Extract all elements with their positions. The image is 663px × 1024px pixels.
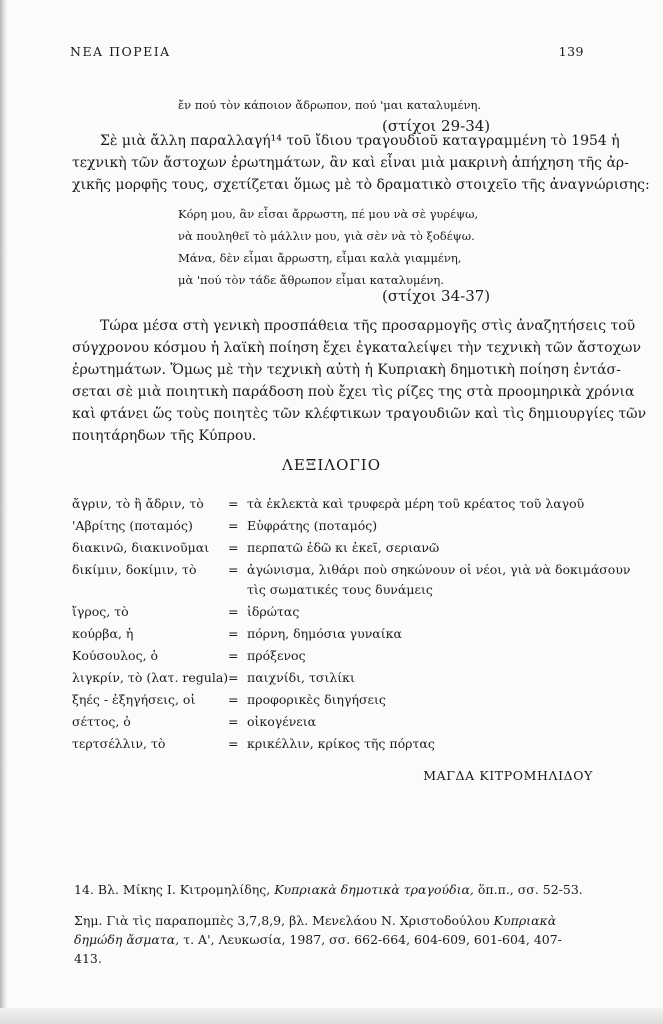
paragraph-line: σεται σὲ μιὰ ποιητικὴ παράδοση ποὺ ἔχει τὶς ρίζες της στὰ προομηρικὰ χρόνια [72,384,635,400]
verse-reference: (στίχοι 34-37) [382,287,491,305]
footnote-book-title: Κυπριακὰ δημώδη ἄσματα, [74,913,557,947]
bottom-edge-shadow [0,1008,663,1024]
footnote-text: τ. Α', Λευκωσία, 1987, σσ. 662-664, 604-609, 601-604, 407-413. [74,932,562,966]
glossary-entry [72,626,592,646]
glossary-definition: περπατῶ ἐδῶ κι ἐκεῖ, σεριανῶ [247,540,440,555]
glossary-term: ξηές - ἐξηγήσεις, οἱ [72,692,196,707]
running-header [70,44,584,59]
paragraph-line: ἐρωτημάτων. Ὅμως μὲ τὴν τεχνικὴ αὐτὴ ἡ Κυπριακὴ δημοτικὴ ποίηση ἐντάσ- [72,362,621,378]
glossary-definition: πόρνη, δημόσια γυναίκα [247,626,402,641]
glossary-entry [72,714,592,734]
glossary-definition: παιχνίδι, τσιλίκι [247,670,355,685]
equals-sign: = [228,496,239,511]
equals-sign: = [228,714,239,729]
glossary-entry [72,648,592,668]
paragraph-line: ποιητάρηδων τῆς Κύπρου. [72,428,257,444]
glossary-definition: Εὐφράτης (ποταμός) [247,518,378,533]
paragraph-line: τεχνικὴ τῶν ἄστοχων ἐρωτημάτων, ἂν καὶ εἶναι μιὰ μακρινὴ ἀπήχηση τῆς ἀρ- [72,155,629,171]
glossary-term: 'Αβρίτης (ποταμός) [72,518,193,533]
glossary-term: δικίμιν, δοκίμιν, τὸ [72,562,197,577]
footnote-book-title: Κυπριακὰ δημοτικὰ τραγούδια, [274,882,474,897]
verse-reference: (στίχοι 29-34) [382,117,491,135]
glossary-definition: τὰ ἐκλεκτὰ καὶ τρυφερὰ μέρη τοῦ κρέατος τοῦ λαγοῦ [247,496,585,511]
footnote-14 [74,880,586,899]
glossary-term: λιγκρίν, τὸ (λατ. regula) [72,670,229,685]
journal-title: ΝΕΑ ΠΟΡΕΙΑ [70,44,171,59]
paragraph-line: Σὲ μιὰ ἄλλη παραλλαγή¹⁴ τοῦ ἴδιου τραγουδιοῦ καταγραμμένη τὸ 1954 ἡ [100,133,620,149]
glossary-term: τερτσέλλιν, τὸ [72,736,166,751]
equals-sign: = [228,736,239,751]
glossary-entry [72,670,592,690]
glossary-term: ἄγριν, τὸ ἢ ἄδριν, τὸ [72,496,204,511]
glossary-term: Κούσουλος, ὁ [72,648,159,663]
glossary-term: ἴγρος, τὸ [72,604,129,619]
footnote-text: 14. Βλ. Μίκης Ι. Κιτρομηλίδης, [74,882,271,897]
equals-sign: = [228,540,239,555]
equals-sign: = [228,648,239,663]
page-number: 139 [558,44,584,59]
verse-line: μὰ 'πού τὸν τάδε ἄθρωπον εἶμαι καταλυμένη. [178,273,444,287]
glossary-entry [72,692,592,712]
footnote-note [74,911,586,968]
glossary-entry [72,540,592,560]
equals-sign: = [228,626,239,641]
equals-sign: = [228,604,239,619]
glossary-entry [72,604,592,624]
glossary-definition: πρόξενος [247,648,306,663]
author-name: ΜΑΓΔΑ ΚΙΤΡΟΜΗΛΙΔΟΥ [423,768,593,783]
glossary-definition: προφορικὲς διηγήσεις [247,692,386,707]
equals-sign: = [228,670,239,685]
paragraph-line: καὶ φτάνει ὥς τοὺς ποιητὲς τῶν κλέφτικων τραγουδιῶν καὶ τὶς δημιουργίες τῶν [72,406,647,422]
glossary-definition: οἰκογένεια [247,714,317,729]
glossary-term: σέττος, ὁ [72,714,131,729]
glossary-term: διακινῶ, διακινοῦμαι [72,540,210,555]
equals-sign: = [228,692,239,707]
equals-sign: = [228,518,239,533]
glossary-definition: ἱδρώτας [247,604,300,619]
glossary-entry [72,518,592,538]
verse-line: νὰ πουληθεῖ τὸ μάλλιν μου, γιὰ σὲν νὰ τὸ ξοδέψω. [178,229,475,243]
glossary-definition-continued: τὶς σωματικές τους δυνάμεις [247,582,433,597]
paragraph-line: σύγχρονου κόσμου ἡ λαϊκὴ ποίηση ἔχει ἐγκαταλείψει τὴν τεχνικὴ τῶν ἄστοχων [72,340,641,356]
glossary-title: ΛΕΞΙΛΟΓΙΟ [281,456,382,474]
paragraph-line: χικῆς μορφῆς τους, σχετίζεται ὅμως μὲ τὸ δραματικὸ στοιχεῖο τῆς ἀναγνώρισης: [72,177,650,193]
verse-line: Κόρη μου, ἂν εἶσαι ἄρρωστη, πέ μου νὰ σὲ γυρέψω, [178,207,479,221]
verse-line: Μάνα, δὲν εἶμαι ἄρρωστη, εἶμαι καλὰ γιαμμένη, [178,251,462,265]
page-edge-shadow [0,0,7,1024]
footnote-text: Σημ. Γιὰ τὶς παραπομπὲς 3,7,8,9, βλ. Μενελάου Ν. Χριστοδούλου [74,913,490,928]
glossary-definition: κρικέλλιν, κρίκος τῆς πόρτας [247,736,435,751]
glossary-entry [72,562,631,597]
glossary-definition: ἀγώνισμα, λιθάρι ποὺ σηκώνουν οἱ νέοι, γιὰ νὰ δοκιμάσουν [247,562,631,577]
paragraph-line: Τώρα μέσα στὴ γενικὴ προσπάθεια τῆς προσαρμογῆς στὶς ἀναζητήσεις τοῦ [100,318,636,334]
glossary-entry [72,736,592,756]
equals-sign: = [228,562,239,577]
glossary-term: κούρβα, ἡ [72,626,134,641]
glossary-entry [72,496,592,516]
footnote-text: ὅπ.π., σσ. 52-53. [477,882,583,897]
verse-line: ἔν πού τὸν κάποιον ἄδρωπον, πού 'μαι καταλυμένη. [178,98,482,112]
